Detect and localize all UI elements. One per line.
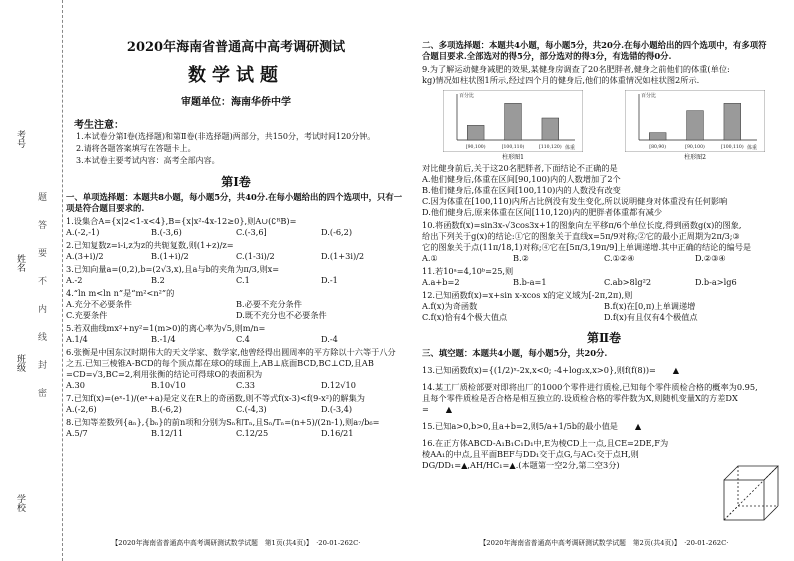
section-1-instructions: 一、单项选择题：本题共8小题，每小题5分，共40分.在每小题给出的四个选项中，只有一项是符合题目要求的. xyxy=(66,192,403,213)
question-3-options xyxy=(66,275,406,286)
option-b: B.(1+i)/2 xyxy=(151,251,189,261)
chart-2-caption: 柱形图2 xyxy=(684,154,706,161)
notes-heading: 考生注意： xyxy=(74,120,124,131)
section-2-instructions: 二、多项选择题：本题共4小题，每小题5分，共20分.在每小题给出的四个选项中，有多项符 xyxy=(422,40,767,50)
chart-row xyxy=(422,90,786,161)
option-c: C.因为体重在[100,110)内所占比例没有发生变化,所以说明健身对体重没有任何影响 xyxy=(422,196,728,206)
option-d: D.16/21 xyxy=(321,428,354,438)
class-label: 班级 xyxy=(15,354,25,372)
option-b: B.2 xyxy=(151,275,165,285)
question-7: 7.已知f(x)=(eˣ-1)/(eˣ+a)是定义在R上的奇函数,则不等式f(x-3)<f(9-x²)的解集为 xyxy=(66,393,365,403)
question-6-line: =CD=√3,BC=2,利用张衡的结论可得球O的表面积为 xyxy=(66,369,263,379)
option-c: C.33 xyxy=(236,380,255,390)
seal-char: 答 xyxy=(38,221,48,231)
option-b: B.他们健身后,体重在区间[100,110)内的人数没有改变 xyxy=(422,185,621,195)
x-tick-label: [110,120) xyxy=(539,145,562,150)
question-11-options xyxy=(422,277,786,288)
question-5: 5.若双曲线mx²+ny²=1(m>0)的离心率为√5,则m/n= xyxy=(66,323,266,333)
page-1-footer: 【2020年海南省普通高中高考调研测试数学试题 第1页(共4页)】 ·20-01-262C· xyxy=(111,539,361,547)
question-16-line: DG/DD₁=▲,AH/HC₁=▲.(本题第一空2分,第二空3分) xyxy=(422,460,620,470)
note-item: 2.请将各题答案填写在答题卡上。 xyxy=(76,144,196,153)
option-b: B.-1/4 xyxy=(151,334,176,344)
question-6-line: 6.张衡是中国东汉时期伟大的天文学家、数学家,他曾经得出圆周率的平方除以十六等于八分 xyxy=(66,347,396,357)
exam-no-label: 考号 xyxy=(15,130,25,148)
answer-blank: ▲ xyxy=(634,421,642,431)
note-item: 3.本试卷主要考试内容：高考全部内容。 xyxy=(76,156,220,165)
school-label: 学校 xyxy=(15,494,25,512)
question-16-line: 棱AA₁的中点,且平面BEF与DD₁交于点G,与AC₁交于点H,则 xyxy=(422,449,639,459)
bar xyxy=(505,103,522,140)
x-axis-label: 体重 xyxy=(747,145,758,151)
x-tick-label: [100,110) xyxy=(501,145,525,150)
answer-blank: ▲ xyxy=(672,365,680,375)
option-c: C.(-4,3) xyxy=(236,404,267,414)
option-c: C.充要条件 xyxy=(66,310,108,320)
question-6-options xyxy=(66,380,406,391)
question-14-line: 且每个零件质检是否合格是相互独立的.设质检合格的零件数为X,则随机变量X的方差DX xyxy=(422,393,738,403)
question-1-options xyxy=(66,227,406,238)
subject-title: 数学试题 xyxy=(188,65,284,86)
option-a: A.① xyxy=(422,253,438,263)
chart-1 xyxy=(443,90,583,152)
option-a: A.充分不必要条件 xyxy=(66,299,132,309)
seal-char: 题 xyxy=(38,193,48,203)
option-c: C.12/25 xyxy=(236,428,269,438)
bar xyxy=(687,111,704,140)
y-axis-label: 百分比 xyxy=(641,93,657,99)
answer-blank: ▲ xyxy=(445,404,453,414)
option-b: B.b-a=1 xyxy=(513,277,547,287)
chart-1-caption: 柱形图1 xyxy=(502,154,524,161)
option-b: B.(-6,2) xyxy=(151,404,182,414)
question-4: 4.“ln m<ln n”是“m²<n²”的 xyxy=(66,288,175,298)
page-2-footer: 【2020年海南省普通高中高考调研测试数学试题 第2页(共4页)】 ·20-01-262C· xyxy=(479,539,729,547)
question-1: 1.设集合A={x|2<1-x<4},B={x|x²-4x-12≥0},则A∪(∁ᴿB)= xyxy=(66,216,297,226)
bar xyxy=(542,118,559,140)
chart-1-block xyxy=(443,90,583,161)
option-d: D.b-a>lg6 xyxy=(695,277,737,287)
cube-figure xyxy=(718,458,782,528)
section-2-instructions: 合题目要求.全部选对的得5分，部分选对的得3分，有选错的得0分. xyxy=(422,51,672,61)
option-a: A.5/7 xyxy=(66,428,88,438)
option-d: D.(-6,2) xyxy=(321,227,353,237)
question-3: 3.已知向量a=(0,2),b=(2√3,x),且a与b的夹角为π/3,则x= xyxy=(66,264,280,274)
chart-2-svg xyxy=(625,90,765,152)
option-c: C.ab>8lg²2 xyxy=(604,277,652,287)
option-b: B.(-3,6) xyxy=(151,227,182,237)
option-a: A.(3+i)/2 xyxy=(66,251,104,261)
question-10-line: 给出下列关于g(x)的结论:①它的图象关于直线x=5π/9对称;②它的最小正周期为2π/3;③ xyxy=(422,231,740,241)
option-d: D.-4 xyxy=(321,334,338,344)
option-a: A.-2 xyxy=(66,275,83,285)
question-9-line: 9.为了解运动健身减肥的效果,某健身房调查了20名肥胖者,健身之前他们的体重(单位: xyxy=(422,64,730,74)
question-10-line: 10.将函数f(x)=sin3x-√3cos3x+1的图象向左平移π/6个单位长度,得到函数g(x)的图象, xyxy=(422,220,742,230)
question-2-options xyxy=(66,251,406,262)
x-tick-label: [90,100) xyxy=(465,145,486,150)
question-8: 8.已知等差数列{aₙ},{bₙ}的前n项和分别为Sₙ和Tₙ,且Sₙ/Tₙ=(n+5)/(2n-1),则a₇/b₆= xyxy=(66,417,380,427)
x-tick-label: [100,110) xyxy=(721,145,744,150)
option-a: A.他们健身后,体重在区间[90,100)内的人数增加了2个 xyxy=(422,174,621,184)
seal-char: 密 xyxy=(38,389,48,399)
part-1-title: 第Ⅰ卷 xyxy=(221,175,251,189)
question-8-options xyxy=(66,428,406,439)
option-c: C.1 xyxy=(236,275,250,285)
option-a: A.(-2,6) xyxy=(66,404,97,414)
y-axis-label: 百分比 xyxy=(459,93,475,99)
option-a: A.a+b=2 xyxy=(422,277,460,287)
exam-title: 2020年海南省普通高中高考调研测试 xyxy=(126,40,346,55)
question-4-options xyxy=(66,299,406,321)
chart-2 xyxy=(625,90,765,152)
seal-char: 不 xyxy=(38,277,48,287)
option-a: A.(-2,-1) xyxy=(66,227,100,237)
question-10-line: 它的图象关于点(11π/18,1)对称;④它在[5π/3,19π/9]上单调递增.其中正确的结论的编号是 xyxy=(422,242,752,252)
option-d: D.-1 xyxy=(321,275,338,285)
option-b: B.f(x)在[0,π)上单调递增 xyxy=(604,301,696,311)
x-tick-label: [80,90) xyxy=(649,145,667,150)
question-12-options xyxy=(422,301,786,323)
question-14-tail xyxy=(422,404,786,415)
x-tick-label: [90,100) xyxy=(685,145,705,150)
option-b: B.10√10 xyxy=(151,380,186,390)
option-d: D.f(x)有且仅有4个极值点 xyxy=(604,312,698,322)
option-c: C.①②④ xyxy=(604,253,635,263)
bar xyxy=(467,125,484,140)
x-axis-label: 体重 xyxy=(565,145,576,151)
option-d: D.既不充分也不必要条件 xyxy=(236,310,327,320)
question-13-stem: 13.已知函数f(x)={(1/2)ˣ-2x,x<0; -4+log₂x,x>0},则f(f(8))= xyxy=(422,365,656,375)
page-2 xyxy=(422,0,786,561)
option-c: C.4 xyxy=(236,334,250,344)
option-c: C.(1-3i)/2 xyxy=(236,251,275,261)
chart-1-svg xyxy=(443,90,583,152)
chart-2-block xyxy=(625,90,765,161)
option-d: D.(-3,4) xyxy=(321,404,353,414)
option-d: D.12√10 xyxy=(321,380,356,390)
seal-char: 封 xyxy=(38,361,48,371)
option-c: C.(-3,6] xyxy=(236,227,267,237)
question-13 xyxy=(422,365,786,376)
question-2: 2.已知复数z=i-i,z为z的共轭复数,则(1+z)/z= xyxy=(66,240,234,250)
question-5-options xyxy=(66,334,406,345)
question-16-line: 16.在正方体ABCD-A₁B₁C₁D₁中,E为棱CD上一点,且CE=2DE,F为 xyxy=(422,438,669,448)
option-b: B.必要不充分条件 xyxy=(236,299,302,309)
question-14-equals: = xyxy=(422,404,429,414)
question-6-line: 之五.已知三棱锥A-BCD的每个顶点都在球O的球面上,AB⊥底面BCD,BC⊥CD,且AB xyxy=(66,358,374,368)
question-9-prompt: 对比健身前后,关于这20名肥胖者,下面结论不正确的是 xyxy=(422,163,618,173)
name-label: 姓名 xyxy=(15,254,25,272)
question-7-options xyxy=(66,404,406,415)
question-15-stem: 15.已知a>0,b>0,且a+b=2,则5/a+1/5b的最小值是 xyxy=(422,421,618,431)
seal-char: 内 xyxy=(38,305,48,315)
bar xyxy=(649,133,666,140)
question-9-line: kg)情况如柱状图1所示,经过四个月的健身后,他们的体重情况如柱状图2所示. xyxy=(422,75,700,85)
option-d: D.他们健身后,原来体重在区间[110,120)内的肥胖者体重都有减少 xyxy=(422,207,663,217)
question-14-line: 14.某工厂质检部要对即将出厂的1000个零件进行质检,已知每个零件质检合格的概率为0.95, xyxy=(422,382,758,392)
section-3-instructions: 三、填空题：本题共4小题，每小题5分，共20分. xyxy=(422,348,608,358)
seal-char: 线 xyxy=(38,333,48,343)
question-11: 11.若10ᵃ=4,10ᵇ=25,则 xyxy=(422,266,514,276)
seal-char: 要 xyxy=(38,249,48,259)
option-a: A.1/4 xyxy=(66,334,88,344)
option-b: B.12/11 xyxy=(151,428,184,438)
question-12: 12.已知函数f(x)=x+sin x-xcos x的定义域为[-2π,2π),则 xyxy=(422,290,633,300)
option-a: A.f(x)为奇函数 xyxy=(422,301,478,311)
question-15 xyxy=(422,421,786,432)
option-b: B.② xyxy=(513,253,529,263)
part-2-title: 第Ⅱ卷 xyxy=(586,331,622,345)
option-d: D.(1+3i)/2 xyxy=(321,251,365,261)
option-c: C.f(x)恰有4个极大值点 xyxy=(422,312,508,322)
page-1 xyxy=(66,0,406,561)
bar xyxy=(724,103,741,140)
binding-margin xyxy=(0,0,63,561)
note-item: 1.本试卷分第Ⅰ卷(选择题)和第Ⅱ卷(非选择题)两部分，共150分，考试时间120分钟。 xyxy=(76,132,376,141)
option-a: A.30 xyxy=(66,380,85,390)
review-unit: 审题单位：海南华侨中学 xyxy=(181,97,291,108)
option-d: D.②③④ xyxy=(695,253,726,263)
question-10-options xyxy=(422,253,786,264)
